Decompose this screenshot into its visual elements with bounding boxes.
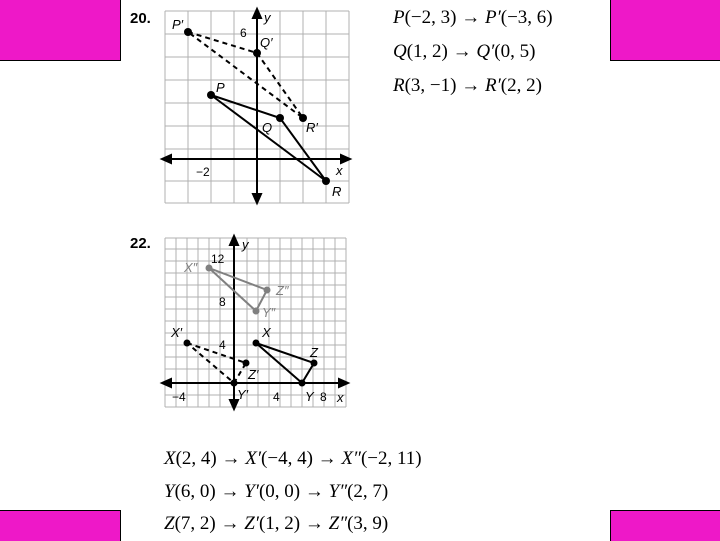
label-p: P bbox=[216, 80, 225, 95]
label-y-prime: Y′ bbox=[237, 387, 249, 402]
graph-22-x-tick-4: 4 bbox=[273, 390, 280, 404]
triangle-xyz bbox=[256, 343, 314, 383]
label-q-prime: Q′ bbox=[260, 35, 273, 50]
triangle-pqr bbox=[211, 95, 326, 181]
graph-22-y-tick-12: 12 bbox=[211, 252, 225, 266]
point-y-double-prime bbox=[253, 308, 260, 315]
label-x-prime: X′ bbox=[171, 325, 183, 340]
label-x-double-prime: X″ bbox=[184, 260, 198, 275]
label-x: X bbox=[262, 325, 271, 340]
label-p-prime: P′ bbox=[172, 17, 184, 32]
eq-20-q: Q(1, 2) → Q′(0, 5) bbox=[393, 41, 536, 62]
eq-20-r: R(3, −1) → R′(2, 2) bbox=[393, 75, 542, 96]
label-r-prime: R′ bbox=[306, 120, 318, 135]
bottom-left-bar bbox=[0, 510, 121, 541]
graph-22-x-axis-label: x bbox=[337, 390, 344, 405]
eq-20-p: P(−2, 3) → P′(−3, 6) bbox=[393, 7, 553, 28]
top-left-bar bbox=[0, 0, 121, 61]
label-z-double-prime: Z″ bbox=[276, 283, 289, 298]
eq-22-z: Z(7, 2) → Z′(1, 2) → Z″(3, 9) bbox=[164, 513, 389, 534]
graph-22-x-tick-8: 8 bbox=[320, 390, 327, 404]
label-z: Z bbox=[310, 345, 318, 360]
graph-22-x-tick-neg4: −4 bbox=[172, 390, 186, 404]
point-q-prime bbox=[253, 49, 261, 57]
point-x-prime bbox=[184, 340, 191, 347]
triangle-pqr-image bbox=[188, 32, 303, 118]
graph-20-x-axis-label: x bbox=[336, 163, 343, 178]
graph-22-y-tick-8: 8 bbox=[219, 295, 226, 309]
point-z-double-prime bbox=[264, 287, 271, 294]
point-x bbox=[253, 340, 260, 347]
point-x-double-prime bbox=[206, 265, 213, 272]
label-r: R bbox=[332, 184, 342, 199]
graph-22-y-tick-4: 4 bbox=[219, 338, 226, 352]
triangle-xyz-first-image bbox=[187, 343, 246, 383]
problem-22-number: 22. bbox=[130, 235, 151, 252]
point-p-prime bbox=[184, 28, 192, 36]
point-p bbox=[207, 91, 215, 99]
label-y-double-prime: Y″ bbox=[262, 305, 276, 320]
label-y: Y bbox=[305, 389, 314, 404]
point-y bbox=[299, 380, 306, 387]
point-r bbox=[322, 177, 330, 185]
point-q bbox=[276, 114, 284, 122]
label-z-prime: Z′ bbox=[248, 367, 259, 382]
top-right-bar bbox=[610, 0, 720, 61]
graph-20-x-tick: −2 bbox=[196, 165, 210, 179]
eq-22-x: X(2, 4) → X′(−4, 4) → X″(−2, 11) bbox=[164, 448, 422, 469]
problem-20-number: 20. bbox=[130, 10, 151, 27]
bottom-right-bar bbox=[610, 510, 720, 541]
eq-22-y: Y(6, 0) → Y′(0, 0) → Y″(2, 7) bbox=[164, 481, 389, 502]
point-z-prime bbox=[243, 360, 250, 367]
graph-22-y-axis-label: y bbox=[242, 237, 249, 252]
point-y-prime bbox=[231, 380, 238, 387]
graph-22 bbox=[162, 235, 352, 410]
graph-20-y-tick: 6 bbox=[240, 26, 247, 40]
graph-20-y-axis-label: y bbox=[264, 10, 271, 25]
label-q: Q bbox=[262, 120, 273, 135]
point-z bbox=[311, 360, 318, 367]
graph-20 bbox=[160, 8, 360, 203]
